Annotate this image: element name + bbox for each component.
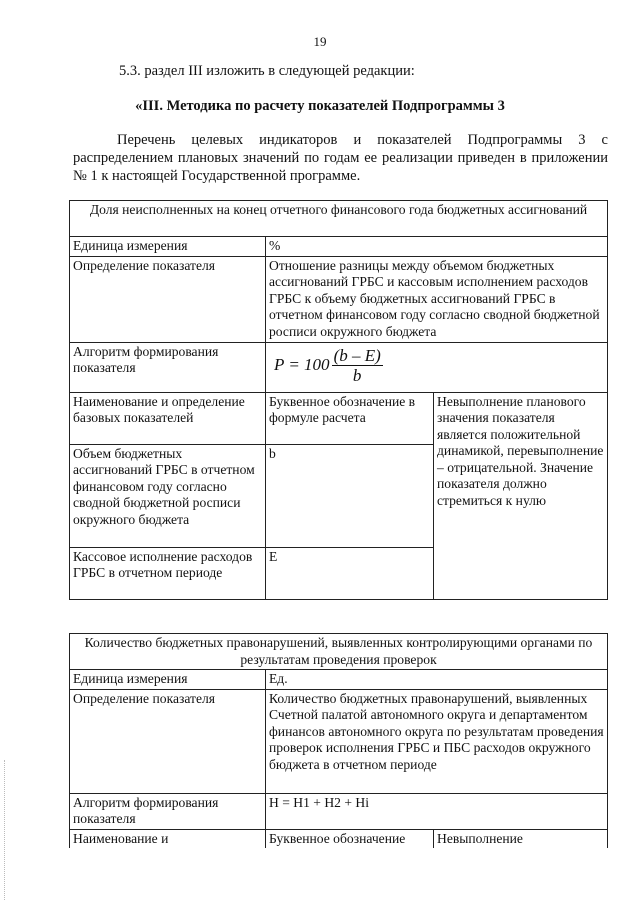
formula-denominator: b — [352, 365, 362, 385]
amendment-item: 5.3. раздел III изложить в следующей редакции: — [119, 63, 415, 79]
table1-definition-label: Определение показателя — [70, 256, 266, 342]
formula-fraction — [332, 346, 383, 385]
page-number: 19 — [313, 34, 327, 49]
formula-numerator: (b – E) — [333, 345, 381, 365]
table2-title: Количество бюджетных правонарушений, выявленных контролирующими органами по результатам проведения проверок — [70, 634, 608, 670]
table2-formula: H = H1 + H2 + Hi — [266, 793, 608, 829]
table1-formula — [269, 344, 604, 385]
table1-unit-value: % — [266, 237, 608, 257]
table1-row-name: Объем бюджетных ассигнований ГРБС в отчетном финансовом году согласно сводной бюджетной росписи окружного бюджета — [70, 444, 266, 547]
table2-definition-label: Определение показателя — [70, 689, 266, 793]
table1-base-header: Наименование и определение базовых показателей — [70, 392, 266, 444]
indicator-table-2 — [69, 633, 608, 848]
table2-definition-value: Количество бюджетных правонарушений, выявленных Счетной палатой автономного округа и департаментом финансов автономного округа по результатам проведения проверок исполнения ГРБС и ПБС расходов окружного бюджета в отчетном периоде — [266, 689, 608, 793]
table2-base-header: Наименование и — [70, 829, 266, 848]
table2-note: Невыполнение — [434, 829, 608, 848]
indicator-table-1 — [69, 200, 608, 600]
table1-row-letter: b — [266, 444, 434, 547]
intro-paragraph: Перечень целевых индикаторов и показателей Подпрограммы 3 с распределением плановых значений по годам ее реализации приведен в приложении № 1 к настоящей Государственной программе. — [73, 132, 608, 184]
scan-margin-marks — [4, 760, 7, 900]
formula-lhs: P = 100 — [274, 354, 330, 374]
table1-row-name: Кассовое исполнение расходов ГРБС в отчетном периоде — [70, 547, 266, 599]
table2-letter-header: Буквенное обозначение — [266, 829, 434, 848]
table1-letter-header: Буквенное обозначение в формуле расчета — [266, 392, 434, 444]
table1-unit-label: Единица измерения — [70, 237, 266, 257]
table1-title: Доля неисполненных на конец отчетного финансового года бюджетных ассигнований — [70, 201, 608, 237]
table1-algorithm-label: Алгоритм формирования показателя — [70, 342, 266, 392]
table1-row-letter: E — [266, 547, 434, 599]
table2-unit-label: Единица измерения — [70, 670, 266, 690]
table1-definition-value: Отношение разницы между объемом бюджетных ассигнований ГРБС и кассовым исполнением расходов ГРБС к объему бюджетных ассигнований ГРБС в отчетном финансовом году согласно сводной бюджетной росписи окружного бюджета — [266, 256, 608, 342]
table1-formula-cell — [266, 342, 608, 392]
table2-algorithm-label: Алгоритм формирования показателя — [70, 793, 266, 829]
section-heading: «III. Методика по расчету показателей Подпрограммы 3 — [135, 98, 505, 114]
table1-note: Невыполнение планового значения показателя является положительной динамикой, перевыполнение – отрицательной. Значение показателя должно стремиться к нулю — [434, 392, 608, 599]
table2-unit-value: Ед. — [266, 670, 608, 690]
